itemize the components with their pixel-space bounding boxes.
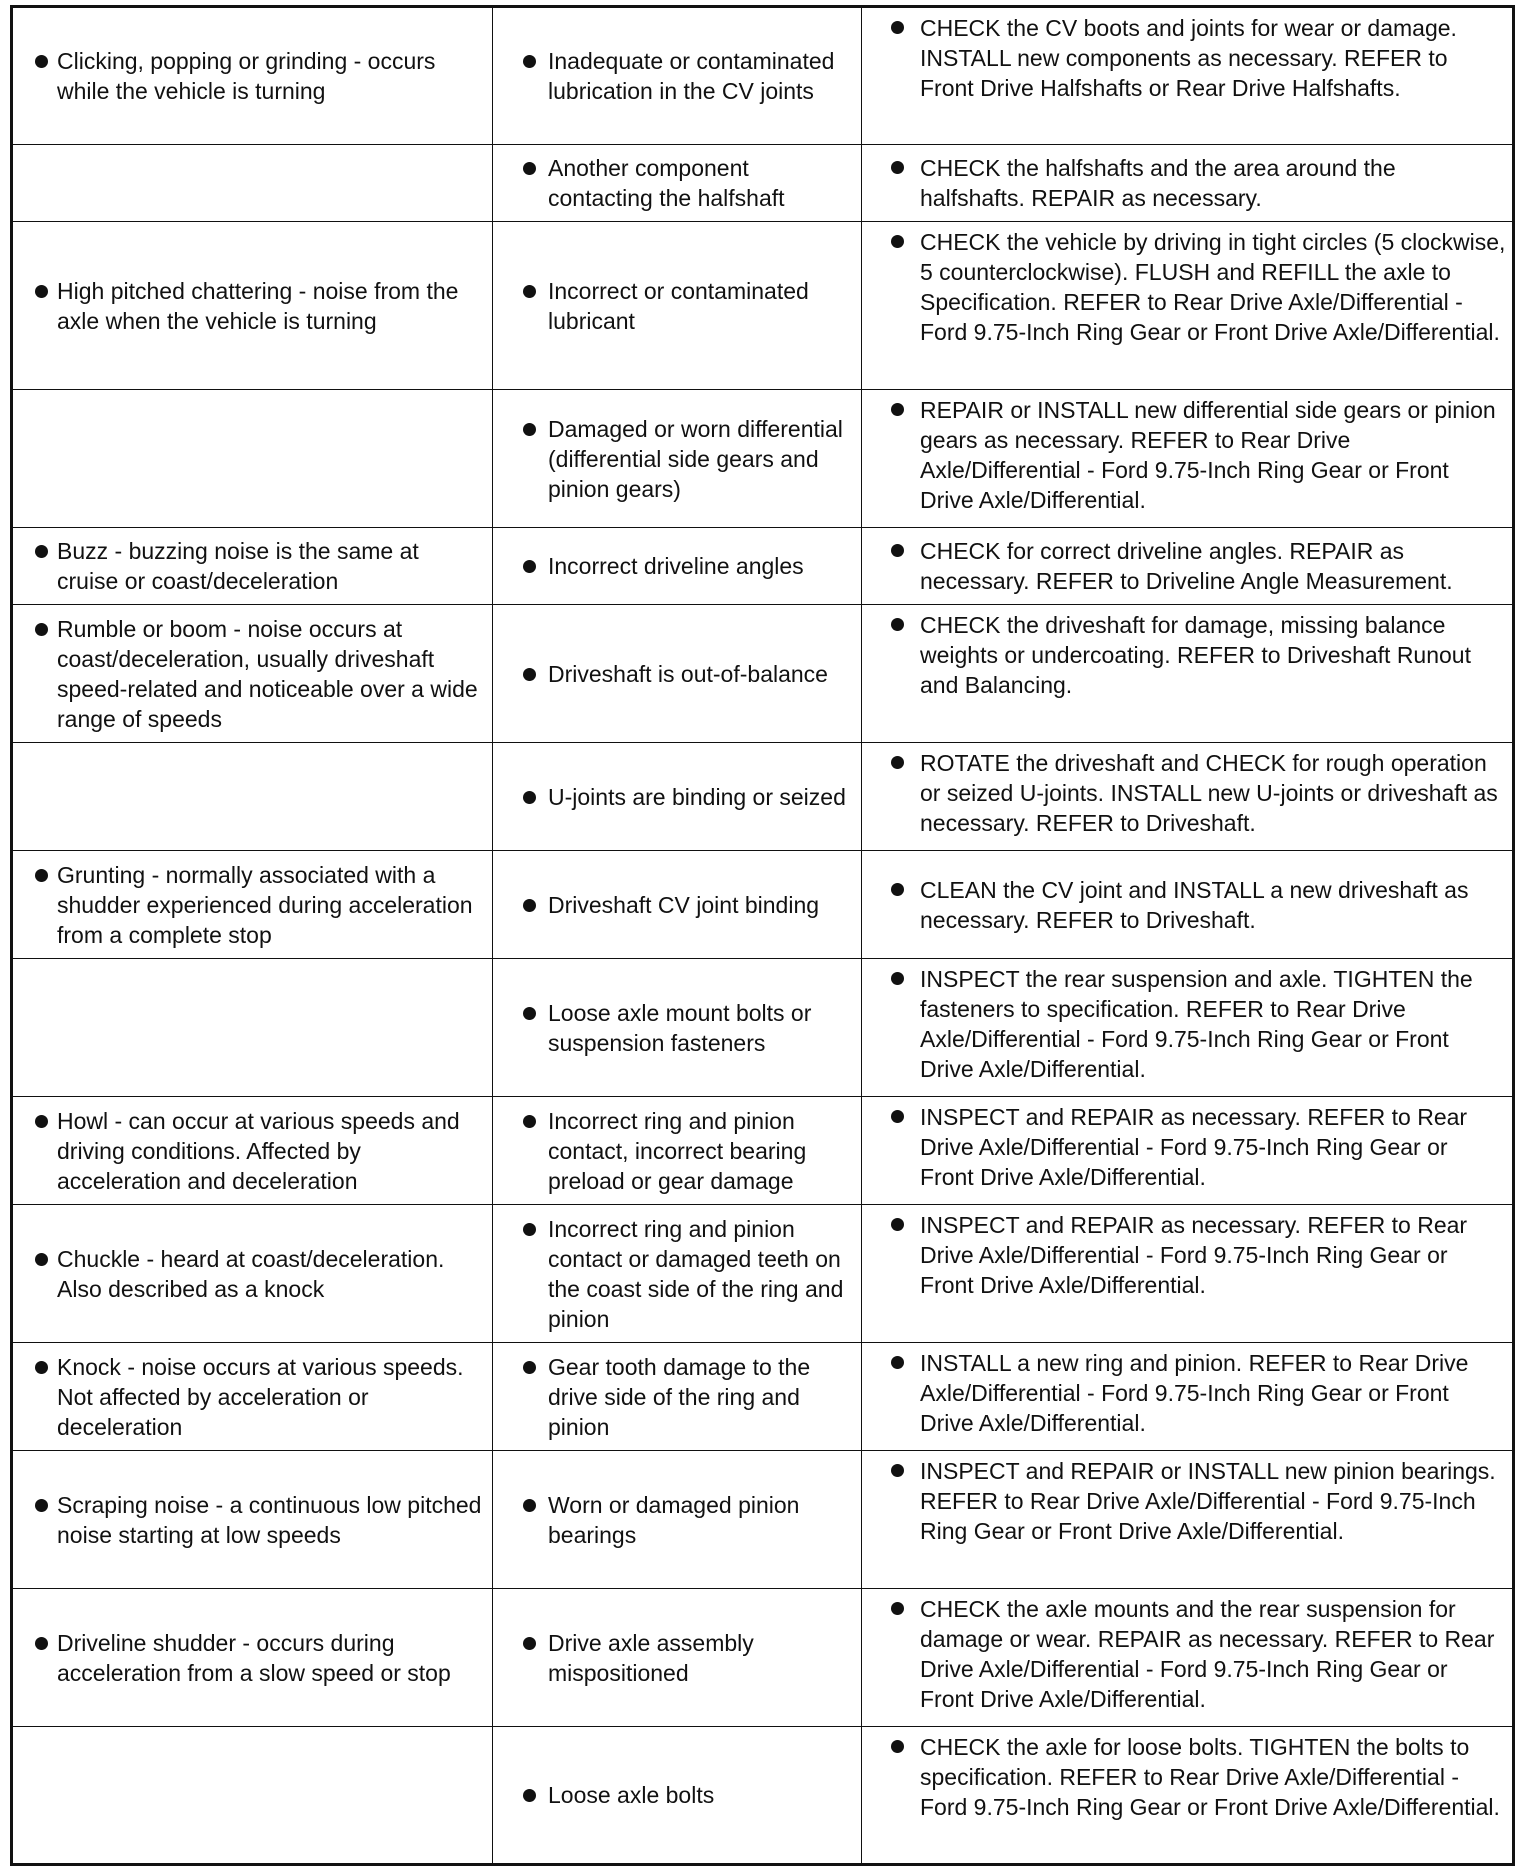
bullet-icon — [891, 1356, 904, 1369]
bullet-icon — [523, 1637, 536, 1650]
bullet-icon — [891, 161, 904, 174]
cause-text: Driveshaft CV joint binding — [548, 891, 820, 918]
cause-text: Worn or damaged pinion bearings — [548, 1491, 800, 1548]
table-row — [12, 1451, 1514, 1589]
cause-bullet-item — [493, 1352, 855, 1442]
action-cell — [862, 743, 1514, 851]
cause-cell — [493, 1097, 862, 1205]
condition-cell — [12, 7, 493, 145]
condition-text: Rumble or boom - noise occurs at coast/deceleration, usually driveshaft speed-related and noticeable over a wide range of speeds — [57, 615, 478, 732]
bullet-icon — [35, 869, 48, 882]
bullet-icon — [35, 1115, 48, 1128]
action-bullet-item — [862, 875, 1506, 935]
bullet-icon — [891, 235, 904, 248]
condition-cell — [12, 528, 493, 605]
cause-cell — [493, 851, 862, 959]
condition-cell — [12, 1205, 493, 1343]
bullet-icon — [891, 1602, 904, 1615]
bullet-icon — [35, 285, 48, 298]
cause-text: Loose axle mount bolts or suspension fasteners — [548, 999, 812, 1056]
bullet-icon — [523, 791, 536, 804]
table-row — [12, 1343, 1514, 1451]
table-row — [12, 1205, 1514, 1343]
action-text: CHECK the axle mounts and the rear suspension for damage or wear. REPAIR as necessary. REFER to Rear Drive Axle/Differential - Ford 9.75-Inch Ring Gear or Front Drive Axle/Differential. — [920, 1596, 1495, 1712]
cause-bullet-item — [493, 659, 855, 689]
table-row — [12, 145, 1514, 222]
cause-bullet-item — [493, 1780, 855, 1810]
condition-bullet-item — [13, 860, 486, 950]
condition-cell — [12, 1589, 493, 1727]
cause-cell — [493, 7, 862, 145]
cause-text: Incorrect ring and pinion contact or damaged teeth on the coast side of the ring and pinion — [548, 1215, 844, 1332]
condition-cell — [12, 1451, 493, 1589]
action-bullet-item — [862, 395, 1506, 515]
action-cell — [862, 605, 1514, 743]
symptom-chart-body — [12, 7, 1514, 1865]
action-text: CHECK the vehicle by driving in tight circles (5 clockwise, 5 counterclockwise). FLUSH and REFILL the axle to Specification. REFER to Rear Drive Axle/Differential - Ford 9.75-Inch Ring Gear or Front Drive Axle/Differential. — [920, 229, 1506, 345]
bullet-icon — [35, 1637, 48, 1650]
cause-text: Incorrect or contaminated lubricant — [548, 277, 809, 334]
bullet-icon — [523, 423, 536, 436]
condition-text: Knock - noise occurs at various speeds. Not affected by acceleration or deceleration — [57, 1353, 464, 1440]
cause-cell — [493, 390, 862, 528]
cause-text: Damaged or worn differential (differential side gears and pinion gears) — [548, 415, 843, 502]
action-cell — [862, 959, 1514, 1097]
cause-text: Inadequate or contaminated lubrication in the CV joints — [548, 48, 835, 104]
cause-text: Loose axle bolts — [548, 1782, 715, 1808]
bullet-icon — [35, 55, 48, 68]
cause-cell — [493, 1727, 862, 1865]
bullet-icon — [891, 1218, 904, 1231]
action-bullet-item — [862, 536, 1506, 596]
action-text: INSPECT and REPAIR as necessary. REFER to Rear Drive Axle/Differential - Ford 9.75-Inch Ring Gear or Front Drive Axle/Differential. — [920, 1104, 1468, 1190]
action-text: CHECK the CV boots and joints for wear or damage. INSTALL new components as necessary. REFER to Front Drive Halfshafts or Rear Drive Halfshafts. — [920, 15, 1457, 101]
condition-cell — [12, 743, 493, 851]
bullet-icon — [523, 1115, 536, 1128]
cause-cell — [493, 959, 862, 1097]
action-bullet-item — [862, 1102, 1506, 1192]
action-bullet-item — [862, 1732, 1506, 1822]
bullet-icon — [523, 668, 536, 681]
cause-bullet-item — [493, 1628, 855, 1688]
action-bullet-item — [862, 1348, 1506, 1438]
cause-cell — [493, 1589, 862, 1727]
action-text: INSTALL a new ring and pinion. REFER to Rear Drive Axle/Differential - Ford 9.75-Inch Ring Gear or Front Drive Axle/Differential. — [920, 1350, 1469, 1436]
action-bullet-item — [862, 227, 1506, 347]
cause-bullet-item — [493, 1490, 855, 1550]
condition-cell — [12, 851, 493, 959]
action-cell — [862, 1097, 1514, 1205]
bullet-icon — [35, 1361, 48, 1374]
condition-cell — [12, 1097, 493, 1205]
table-row — [12, 743, 1514, 851]
action-cell — [862, 1589, 1514, 1727]
action-text: CHECK the driveshaft for damage, missing balance weights or undercoating. REFER to Driveshaft Runout and Balancing. — [920, 612, 1471, 698]
action-text: REPAIR or INSTALL new differential side gears or pinion gears as necessary. REFER to Rear Drive Axle/Differential - Ford 9.75-Inch Ring Gear or Front Drive Axle/Differential. — [920, 397, 1496, 513]
table-row — [12, 1589, 1514, 1727]
condition-text: Buzz - buzzing noise is the same at cruise or coast/deceleration — [57, 538, 419, 594]
condition-bullet-item — [13, 1490, 486, 1550]
cause-cell — [493, 145, 862, 222]
condition-text: Driveline shudder - occurs during acceleration from a slow speed or stop — [57, 1629, 451, 1686]
cause-text: Another component contacting the halfshaft — [548, 155, 785, 211]
condition-cell — [12, 605, 493, 743]
symptom-chart-table — [10, 5, 1515, 1866]
cause-bullet-item — [493, 414, 855, 504]
table-row — [12, 1097, 1514, 1205]
bullet-icon — [523, 55, 536, 68]
cause-bullet-item — [493, 551, 855, 581]
action-cell — [862, 1451, 1514, 1589]
bullet-icon — [523, 1007, 536, 1020]
action-cell — [862, 7, 1514, 145]
condition-bullet-item — [13, 536, 486, 596]
action-bullet-item — [862, 748, 1506, 838]
condition-bullet-item — [13, 614, 486, 734]
cause-cell — [493, 1343, 862, 1451]
condition-text: Chuckle - heard at coast/deceleration. Also described as a knock — [57, 1245, 445, 1302]
condition-text: Scraping noise - a continuous low pitched noise starting at low speeds — [57, 1491, 482, 1548]
action-cell — [862, 851, 1514, 959]
cause-text: Driveshaft is out-of-balance — [548, 660, 828, 687]
action-bullet-item — [862, 153, 1506, 213]
condition-text: Clicking, popping or grinding - occurs while the vehicle is turning — [57, 48, 436, 104]
action-bullet-item — [862, 1594, 1506, 1714]
action-text: CHECK for correct driveline angles. REPAIR as necessary. REFER to Driveline Angle Measurement. — [920, 538, 1453, 594]
condition-cell — [12, 959, 493, 1097]
condition-bullet-item — [13, 276, 486, 336]
table-row — [12, 851, 1514, 959]
cause-bullet-item — [493, 890, 855, 920]
bullet-icon — [523, 1499, 536, 1512]
bullet-icon — [35, 1499, 48, 1512]
action-cell — [862, 145, 1514, 222]
action-bullet-item — [862, 610, 1506, 700]
cause-bullet-item — [493, 1106, 855, 1196]
condition-text: Grunting - normally associated with a shudder experienced during acceleration from a complete stop — [57, 861, 473, 948]
bullet-icon — [891, 972, 904, 985]
table-row — [12, 7, 1514, 145]
cause-cell — [493, 605, 862, 743]
action-text: CHECK the halfshafts and the area around the halfshafts. REPAIR as necessary. — [920, 155, 1396, 211]
bullet-icon — [35, 545, 48, 558]
action-bullet-item — [862, 1210, 1506, 1300]
action-text: INSPECT and REPAIR or INSTALL new pinion bearings. REFER to Rear Drive Axle/Differential - Ford 9.75-Inch Ring Gear or Front Drive Axle/Differential. — [920, 1458, 1496, 1544]
cause-text: Incorrect driveline angles — [548, 553, 804, 579]
cause-cell — [493, 1205, 862, 1343]
action-text: CLEAN the CV joint and INSTALL a new driveshaft as necessary. REFER to Driveshaft. — [920, 876, 1469, 933]
bullet-icon — [35, 623, 48, 636]
condition-cell — [12, 145, 493, 222]
bullet-icon — [891, 1110, 904, 1123]
action-bullet-item — [862, 964, 1506, 1084]
bullet-icon — [35, 1253, 48, 1266]
cause-bullet-item — [493, 782, 855, 812]
cause-text: U-joints are binding or seized — [548, 783, 846, 810]
action-bullet-item — [862, 1456, 1506, 1546]
bullet-icon — [891, 756, 904, 769]
condition-bullet-item — [13, 1352, 486, 1442]
cause-text: Gear tooth damage to the drive side of the ring and pinion — [548, 1353, 811, 1440]
cause-bullet-item — [493, 276, 855, 336]
bullet-icon — [523, 1789, 536, 1802]
cause-bullet-item — [493, 1214, 855, 1334]
cause-cell — [493, 1451, 862, 1589]
cause-bullet-item — [493, 998, 855, 1058]
bullet-icon — [523, 285, 536, 298]
diagnosis-table-sheet — [10, 5, 1512, 1866]
condition-cell — [12, 1343, 493, 1451]
action-cell — [862, 1205, 1514, 1343]
action-cell — [862, 222, 1514, 390]
table-row — [12, 959, 1514, 1097]
condition-bullet-item — [13, 46, 486, 106]
condition-text: Howl - can occur at various speeds and driving conditions. Affected by acceleration and deceleration — [57, 1107, 460, 1194]
cause-text: Drive axle assembly mispositioned — [548, 1629, 754, 1686]
cause-text: Incorrect ring and pinion contact, incorrect bearing preload or gear damage — [548, 1107, 807, 1194]
bullet-icon — [523, 1223, 536, 1236]
bullet-icon — [891, 544, 904, 557]
bullet-icon — [523, 162, 536, 175]
bullet-icon — [891, 403, 904, 416]
bullet-icon — [891, 1740, 904, 1753]
cause-cell — [493, 743, 862, 851]
condition-cell — [12, 390, 493, 528]
bullet-icon — [891, 1464, 904, 1477]
action-cell — [862, 1727, 1514, 1865]
condition-text: High pitched chattering - noise from the axle when the vehicle is turning — [57, 277, 459, 334]
action-cell — [862, 390, 1514, 528]
action-text: INSPECT the rear suspension and axle. TIGHTEN the fasteners to specification. REFER to Rear Drive Axle/Differential - Ford 9.75-Inch Ring Gear or Front Drive Axle/Differential. — [920, 966, 1473, 1082]
condition-bullet-item — [13, 1244, 486, 1304]
action-text: INSPECT and REPAIR as necessary. REFER to Rear Drive Axle/Differential - Ford 9.75-Inch Ring Gear or Front Drive Axle/Differential. — [920, 1212, 1468, 1298]
table-row — [12, 222, 1514, 390]
cause-bullet-item — [493, 46, 855, 106]
condition-cell — [12, 1727, 493, 1865]
table-row — [12, 1727, 1514, 1865]
bullet-icon — [891, 21, 904, 34]
action-text: CHECK the axle for loose bolts. TIGHTEN the bolts to specification. REFER to Rear Drive Axle/Differential - Ford 9.75-Inch Ring Gear or Front Drive Axle/Differential. — [920, 1734, 1500, 1820]
condition-bullet-item — [13, 1106, 486, 1196]
bullet-icon — [891, 618, 904, 631]
bullet-icon — [523, 560, 536, 573]
bullet-icon — [523, 1361, 536, 1374]
condition-bullet-item — [13, 1628, 486, 1688]
bullet-icon — [891, 883, 904, 896]
cause-cell — [493, 528, 862, 605]
table-row — [12, 605, 1514, 743]
bullet-icon — [523, 899, 536, 912]
action-cell — [862, 528, 1514, 605]
action-text: ROTATE the driveshaft and CHECK for rough operation or seized U-joints. INSTALL new U-joints or driveshaft as necessary. REFER to Driveshaft. — [920, 750, 1498, 836]
table-row — [12, 528, 1514, 605]
cause-cell — [493, 222, 862, 390]
action-cell — [862, 1343, 1514, 1451]
action-bullet-item — [862, 13, 1506, 103]
condition-cell — [12, 222, 493, 390]
cause-bullet-item — [493, 153, 855, 213]
table-row — [12, 390, 1514, 528]
